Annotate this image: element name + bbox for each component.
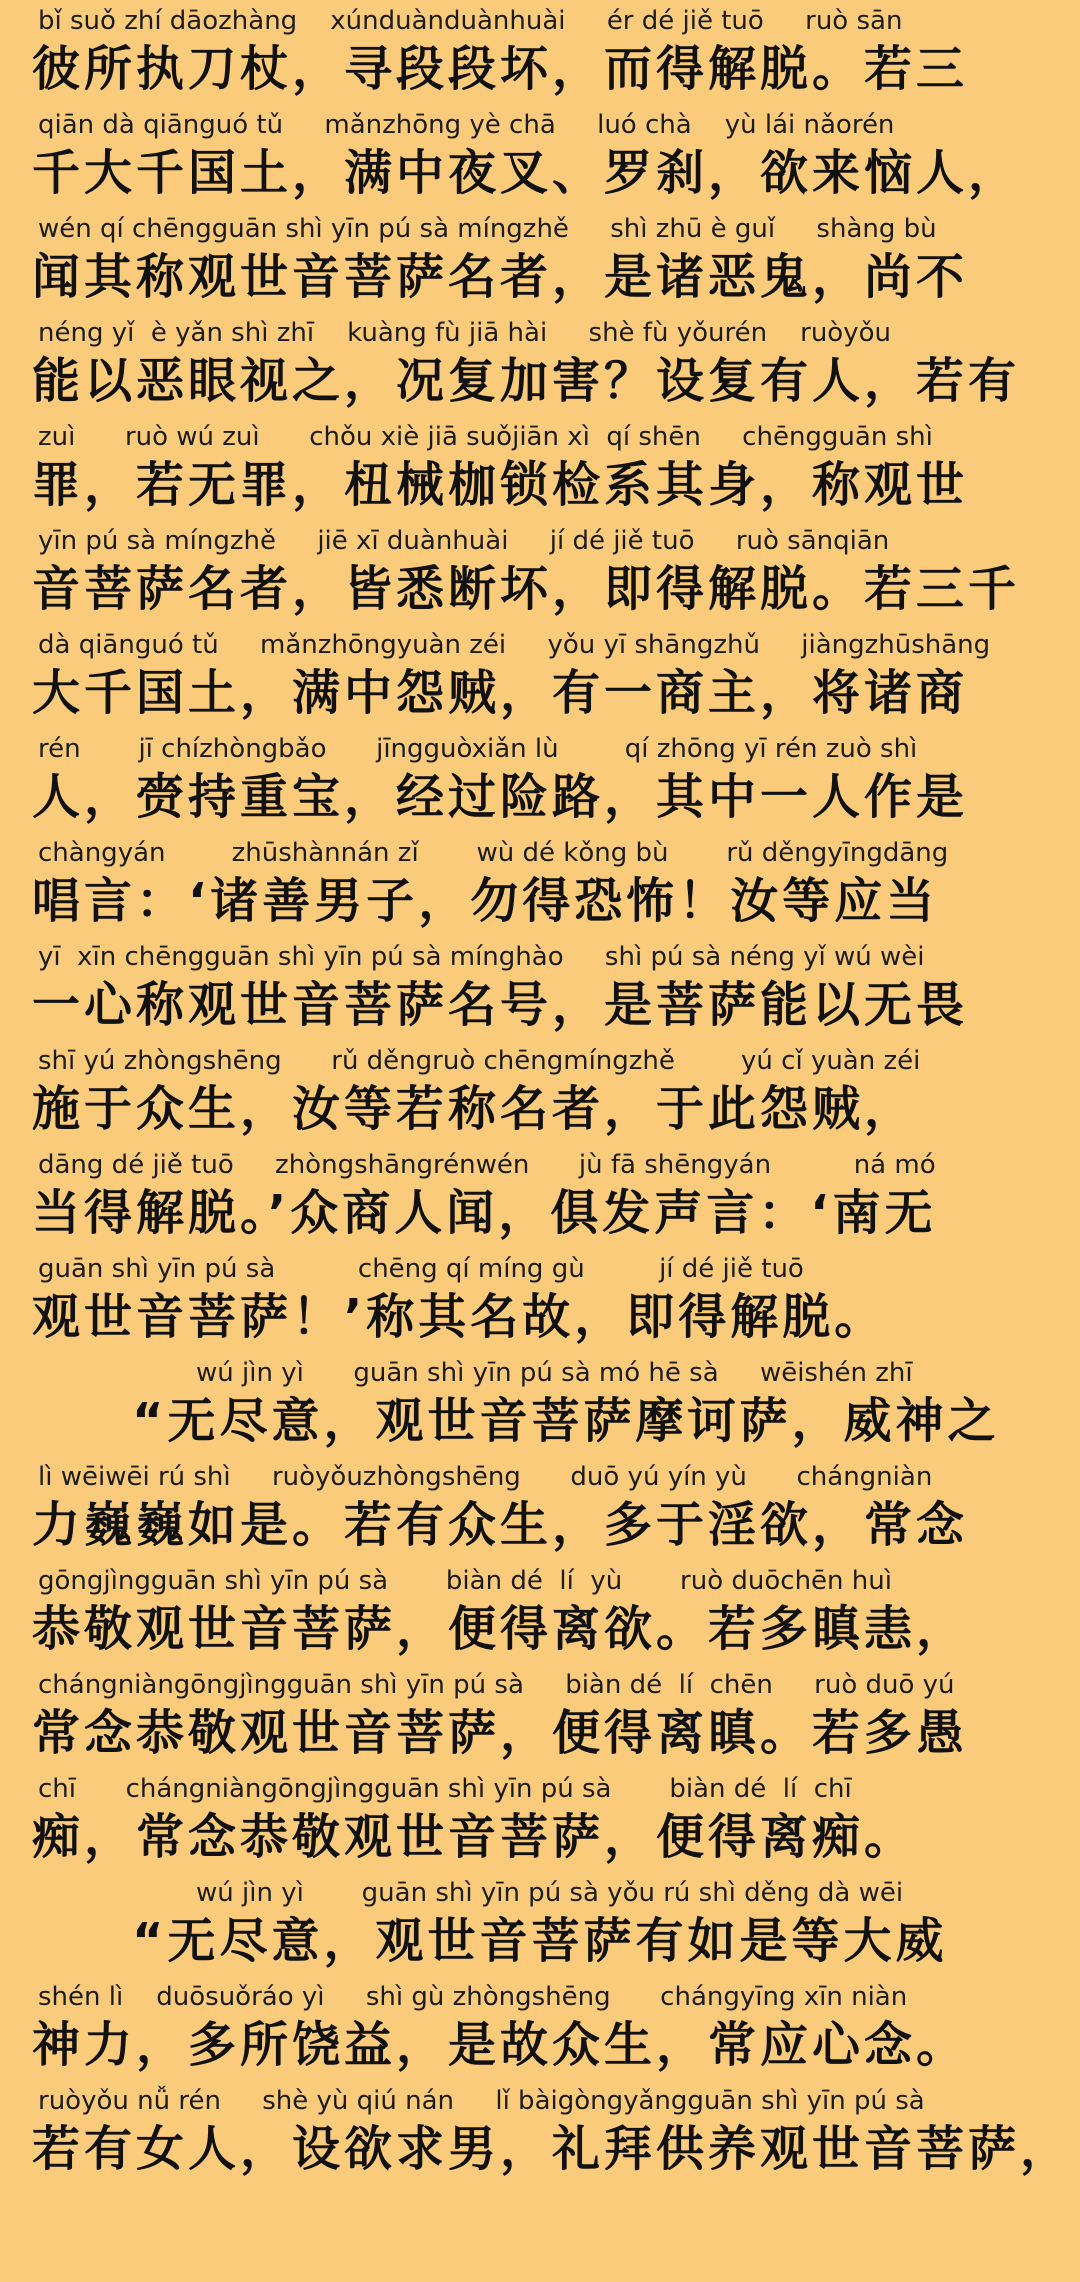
pinyin-annotation: chángniàngōngjìngguān shì yīn pú sà biàn dé lí chēn ruò duō yú bbox=[38, 1670, 955, 1700]
pinyin-annotation: néng yǐ è yǎn shì zhī kuàng fù jiā hài shè fù yǒurén ruòyǒu bbox=[38, 318, 891, 348]
pinyin-annotation: chàngyán zhūshànnán zǐ wù dé kǒng bù rǔ děngyīngdāng bbox=[38, 838, 949, 868]
text-line bbox=[0, 208, 1080, 312]
chinese-text: 力巍巍如是。若有众生，多于淫欲，常念 bbox=[32, 1497, 969, 1553]
chinese-text: 施于众生，汝等若称名者，于此怨贼， bbox=[32, 1081, 917, 1137]
text-line bbox=[0, 1248, 1080, 1352]
pinyin-annotation: wú jìn yì guān shì yīn pú sà yǒu rú shì děng dà wēi bbox=[196, 1878, 904, 1908]
text-line bbox=[0, 1352, 1080, 1456]
pinyin-annotation: shī yú zhòngshēng rǔ děngruò chēngmíngzhě yú cǐ yuàn zéi bbox=[38, 1046, 921, 1076]
chinese-text: 一心称观世音菩萨名号，是菩萨能以无畏 bbox=[32, 977, 969, 1033]
chinese-text: “无尽意，观世音菩萨有如是等大威 bbox=[132, 1913, 948, 1969]
chinese-text: 恭敬观世音菩萨，便得离欲。若多瞋恚， bbox=[32, 1601, 969, 1657]
pinyin-annotation: gōngjìngguān shì yīn pú sà biàn dé lí yù ruò duōchēn huì bbox=[38, 1566, 892, 1596]
text-line bbox=[0, 520, 1080, 624]
chinese-text: 痴，常念恭敬观世音菩萨，便得离痴。 bbox=[32, 1809, 917, 1865]
chinese-text: “无尽意，观世音菩萨摩诃萨，威神之 bbox=[132, 1393, 1000, 1449]
text-line bbox=[0, 624, 1080, 728]
pinyin-annotation: lì wēiwēi rú shì ruòyǒuzhòngshēng duō yú yín yù chángniàn bbox=[38, 1462, 933, 1492]
text-line bbox=[0, 1976, 1080, 2080]
pinyin-annotation: rén jī chízhòngbǎo jīngguòxiǎn lù qí zhōng yī rén zuò shì bbox=[38, 734, 918, 764]
text-line bbox=[0, 1664, 1080, 1768]
text-line bbox=[0, 832, 1080, 936]
chinese-text: 音菩萨名者，皆悉断坏，即得解脱。若三千 bbox=[32, 561, 1021, 617]
chinese-text: 若有女人，设欲求男，礼拜供养观世音菩萨， bbox=[32, 2121, 1073, 2177]
text-line bbox=[0, 728, 1080, 832]
text-line bbox=[0, 1768, 1080, 1872]
text-line bbox=[0, 1144, 1080, 1248]
pinyin-annotation: chī chángniàngōngjìngguān shì yīn pú sà biàn dé lí chī bbox=[38, 1774, 852, 1804]
chinese-text: 唱言：‘诸善男子，勿得恐怖！汝等应当 bbox=[32, 873, 939, 929]
text-line bbox=[0, 936, 1080, 1040]
pinyin-annotation: ruòyǒu nǚ rén shè yù qiú nán lǐ bàigòngyǎngguān shì yīn pú sà bbox=[38, 2086, 925, 2116]
chinese-text: 彼所执刀杖，寻段段坏，而得解脱。若三 bbox=[32, 41, 969, 97]
pinyin-annotation: yī xīn chēngguān shì yīn pú sà mínghào shì pú sà néng yǐ wú wèi bbox=[38, 942, 925, 972]
pinyin-annotation: wén qí chēngguān shì yīn pú sà míngzhě shì zhū è guǐ shàng bù bbox=[38, 214, 937, 244]
text-line bbox=[0, 1560, 1080, 1664]
text-line bbox=[0, 1456, 1080, 1560]
pinyin-annotation: zuì ruò wú zuì chǒu xiè jiā suǒjiān xì qí shēn chēngguān shì bbox=[38, 422, 933, 452]
pinyin-annotation: dāng dé jiě tuō zhòngshāngrénwén jù fā shēngyán ná mó bbox=[38, 1150, 936, 1180]
chinese-text: 观世音菩萨！’称其名故，即得解脱。 bbox=[32, 1289, 887, 1345]
text-line bbox=[0, 0, 1080, 104]
chinese-text: 罪，若无罪，杻械枷锁检系其身，称观世 bbox=[32, 457, 969, 513]
chinese-text: 千大千国土，满中夜叉、罗刹，欲来恼人， bbox=[32, 145, 1021, 201]
chinese-text: 能以恶眼视之，况复加害？设复有人，若有 bbox=[32, 353, 1021, 409]
text-line bbox=[0, 2080, 1080, 2184]
chinese-text: 当得解脱。’众商人闻，俱发声言：‘南无 bbox=[32, 1185, 937, 1241]
pinyin-annotation: shén lì duōsuǒráo yì shì gù zhòngshēng chángyīng xīn niàn bbox=[38, 1982, 908, 2012]
chinese-text: 大千国土，满中怨贼，有一商主，将诸商 bbox=[32, 665, 969, 721]
text-line bbox=[0, 104, 1080, 208]
pinyin-annotation: wú jìn yì guān shì yīn pú sà mó hē sà wēishén zhī bbox=[196, 1358, 913, 1388]
chinese-text: 人，赍持重宝，经过险路，其中一人作是 bbox=[32, 769, 969, 825]
text-line bbox=[0, 1040, 1080, 1144]
text-line bbox=[0, 416, 1080, 520]
chinese-text: 常念恭敬观世音菩萨，便得离瞋。若多愚 bbox=[32, 1705, 969, 1761]
pinyin-annotation: yīn pú sà míngzhě jiē xī duànhuài jí dé jiě tuō ruò sānqiān bbox=[38, 526, 890, 556]
pinyin-annotation: guān shì yīn pú sà chēng qí míng gù jí dé jiě tuō bbox=[38, 1254, 804, 1284]
text-line bbox=[0, 312, 1080, 416]
chinese-text: 闻其称观世音菩萨名者，是诸恶鬼，尚不 bbox=[32, 249, 969, 305]
text-line bbox=[0, 1872, 1080, 1976]
pinyin-annotation: dà qiānguó tǔ mǎnzhōngyuàn zéi yǒu yī shāngzhǔ jiàngzhūshāng bbox=[38, 630, 991, 660]
pinyin-annotation: qiān dà qiānguó tǔ mǎnzhōng yè chā luó chà yù lái nǎorén bbox=[38, 110, 895, 140]
chinese-text: 神力，多所饶益，是故众生，常应心念。 bbox=[32, 2017, 969, 2073]
pinyin-annotation: bǐ suǒ zhí dāozhàng xúnduànduànhuài ér dé jiě tuō ruò sān bbox=[38, 6, 903, 36]
